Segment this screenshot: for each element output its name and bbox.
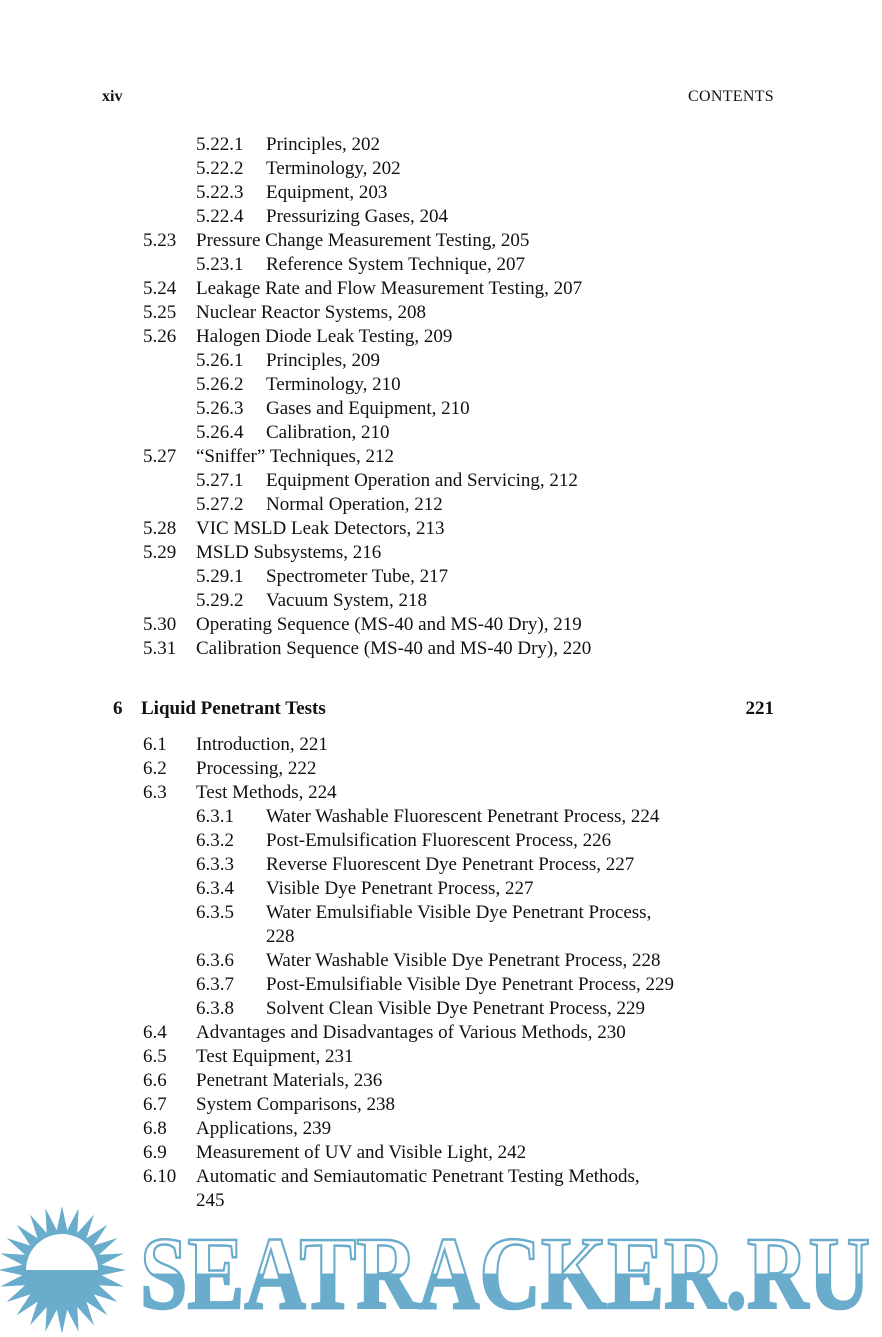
entry-number: 5.26.1 xyxy=(196,350,244,371)
entry-title: Equipment, 203 xyxy=(266,182,388,203)
watermark-logo xyxy=(0,1200,882,1332)
toc-entry xyxy=(0,469,882,493)
toc-entry xyxy=(0,1117,882,1141)
entry-number: 6.3.7 xyxy=(196,974,234,995)
toc-entry xyxy=(0,301,882,325)
entry-title: Post-Emulsifiable Visible Dye Penetrant Process, 229 xyxy=(266,974,675,995)
entry-title: Vacuum System, 218 xyxy=(266,590,427,611)
entry-title: Reference System Technique, 207 xyxy=(266,254,525,275)
entry-number: 5.26.4 xyxy=(196,422,244,443)
entry-title: Reverse Fluorescent Dye Penetrant Process, 227 xyxy=(266,854,635,875)
entry-number: 6.3 xyxy=(143,782,167,803)
entry-title: Water Washable Fluorescent Penetrant Process, 224 xyxy=(266,806,660,827)
entry-number: 6.3.4 xyxy=(196,878,234,899)
chapter-page: 221 xyxy=(745,698,774,719)
entry-number: 5.27.2 xyxy=(196,494,244,515)
entry-title: MSLD Subsystems, 216 xyxy=(196,542,382,563)
entry-title: Terminology, 210 xyxy=(266,374,401,395)
toc-entry xyxy=(0,1021,882,1045)
entry-title: Solvent Clean Visible Dye Penetrant Process, 229 xyxy=(266,998,645,1019)
running-title: CONTENTS xyxy=(688,88,774,105)
entry-number: 6.8 xyxy=(143,1118,167,1139)
entry-title: Introduction, 221 xyxy=(196,734,328,755)
entry-title: Automatic and Semiautomatic Penetrant Testing Methods, 245 xyxy=(196,1166,640,1211)
entry-title: Principles, 202 xyxy=(266,134,380,155)
entry-number: 5.22.2 xyxy=(196,158,244,179)
toc-entry xyxy=(0,253,882,277)
entry-number: 5.24 xyxy=(143,278,177,299)
table-of-contents xyxy=(0,133,882,1213)
entry-number: 6.1 xyxy=(143,734,167,755)
entry-number: 6.3.5 xyxy=(196,902,234,923)
toc-entry xyxy=(0,733,882,757)
toc-entry xyxy=(0,853,882,877)
toc-entry xyxy=(0,1045,882,1069)
entry-number: 6.3.3 xyxy=(196,854,234,875)
entry-number: 5.29.1 xyxy=(196,566,244,587)
entry-number: 5.23 xyxy=(143,230,177,251)
toc-entry xyxy=(0,517,882,541)
entry-number: 6.3.8 xyxy=(196,998,234,1019)
entry-title: Gases and Equipment, 210 xyxy=(266,398,470,419)
entry-number: 5.27 xyxy=(143,446,177,467)
entry-title: Measurement of UV and Visible Light, 242 xyxy=(196,1142,527,1163)
entry-title: Normal Operation, 212 xyxy=(266,494,443,515)
entry-number: 6.4 xyxy=(143,1022,167,1043)
toc-entry xyxy=(0,997,882,1021)
toc-entry xyxy=(0,781,882,805)
toc-entry xyxy=(0,421,882,445)
entry-title: Processing, 222 xyxy=(196,758,317,779)
entry-number: 5.27.1 xyxy=(196,470,244,491)
toc-entry xyxy=(0,1141,882,1165)
entry-number: 5.28 xyxy=(143,518,177,539)
entry-number: 6.3.1 xyxy=(196,806,234,827)
entry-title: Nuclear Reactor Systems, 208 xyxy=(196,302,427,323)
toc-section-5 xyxy=(0,133,882,661)
entry-number: 6.9 xyxy=(143,1142,167,1163)
entry-title: Test Methods, 224 xyxy=(196,782,337,803)
toc-entry xyxy=(0,877,882,901)
toc-entry xyxy=(0,637,882,661)
toc-entry xyxy=(0,205,882,229)
entry-number: 5.22.3 xyxy=(196,182,244,203)
sun-icon xyxy=(0,1200,882,1332)
entry-number: 5.26.2 xyxy=(196,374,244,395)
entry-number: 5.29 xyxy=(143,542,177,563)
toc-entry xyxy=(0,1093,882,1117)
toc-entry xyxy=(0,541,882,565)
entry-number: 5.23.1 xyxy=(196,254,244,275)
entry-title: Pressure Change Measurement Testing, 205 xyxy=(196,230,530,251)
entry-title: Water Washable Visible Dye Penetrant Process, 228 xyxy=(266,950,661,971)
entry-title: Test Equipment, 231 xyxy=(196,1046,354,1067)
entry-title: Visible Dye Penetrant Process, 227 xyxy=(266,878,534,899)
entry-title: Pressurizing Gases, 204 xyxy=(266,206,449,227)
toc-entry xyxy=(0,589,882,613)
toc-entry xyxy=(0,229,882,253)
entry-number: 5.30 xyxy=(143,614,177,635)
entry-title: System Comparisons, 238 xyxy=(196,1094,395,1115)
entry-title: Calibration, 210 xyxy=(266,422,390,443)
chapter-title: Liquid Penetrant Tests xyxy=(141,698,326,719)
page-number: xiv xyxy=(102,88,123,105)
entry-title: Water Emulsifiable Visible Dye Penetrant Process, 228 xyxy=(266,902,652,947)
entry-title: Operating Sequence (MS-40 and MS-40 Dry), 219 xyxy=(196,614,582,635)
entry-title: Leakage Rate and Flow Measurement Testing, 207 xyxy=(196,278,583,299)
toc-entry xyxy=(0,373,882,397)
toc-entry xyxy=(0,349,882,373)
toc-entry xyxy=(0,397,882,421)
toc-section-6 xyxy=(0,733,882,1213)
entry-title: Equipment Operation and Servicing, 212 xyxy=(266,470,578,491)
entry-title: Penetrant Materials, 236 xyxy=(196,1070,383,1091)
entry-number: 5.22.1 xyxy=(196,134,244,155)
entry-number: 6.10 xyxy=(143,1166,177,1187)
toc-entry xyxy=(0,613,882,637)
entry-title: Post-Emulsification Fluorescent Process, 226 xyxy=(266,830,612,851)
entry-number: 5.26 xyxy=(143,326,177,347)
entry-title: Advantages and Disadvantages of Various Methods, 230 xyxy=(196,1022,626,1043)
entry-title: Terminology, 202 xyxy=(266,158,401,179)
toc-entry xyxy=(0,181,882,205)
entry-title: Calibration Sequence (MS-40 and MS-40 Dry), 220 xyxy=(196,638,592,659)
entry-title: VIC MSLD Leak Detectors, 213 xyxy=(196,518,445,539)
entry-title: Spectrometer Tube, 217 xyxy=(266,566,449,587)
entry-number: 6.7 xyxy=(143,1094,167,1115)
entry-title: Principles, 209 xyxy=(266,350,380,371)
toc-entry xyxy=(0,493,882,517)
toc-entry xyxy=(0,277,882,301)
entry-number: 5.22.4 xyxy=(196,206,244,227)
entry-number: 6.6 xyxy=(143,1070,167,1091)
chapter-heading xyxy=(0,697,882,721)
entry-number: 5.31 xyxy=(143,638,177,659)
toc-entry xyxy=(0,949,882,973)
toc-entry xyxy=(0,133,882,157)
toc-entry xyxy=(0,901,882,949)
entry-number: 5.29.2 xyxy=(196,590,244,611)
toc-entry xyxy=(0,157,882,181)
entry-number: 6.2 xyxy=(143,758,167,779)
entry-number: 6.5 xyxy=(143,1046,167,1067)
entry-title: Halogen Diode Leak Testing, 209 xyxy=(196,326,453,347)
toc-entry xyxy=(0,565,882,589)
svg-text:SEATRACKER.RU: SEATRACKER.RU xyxy=(140,1216,870,1331)
toc-entry xyxy=(0,1069,882,1093)
entry-number: 5.25 xyxy=(143,302,177,323)
toc-entry xyxy=(0,757,882,781)
toc-entry xyxy=(0,445,882,469)
toc-entry xyxy=(0,325,882,349)
toc-entry xyxy=(0,973,882,997)
entry-title: Applications, 239 xyxy=(196,1118,332,1139)
entry-number: 5.26.3 xyxy=(196,398,244,419)
entry-title: “Sniffer” Techniques, 212 xyxy=(196,446,394,467)
entry-number: 6.3.6 xyxy=(196,950,234,971)
toc-entry xyxy=(0,829,882,853)
entry-number: 6.3.2 xyxy=(196,830,234,851)
toc-entry xyxy=(0,805,882,829)
chapter-number: 6 xyxy=(113,698,123,719)
